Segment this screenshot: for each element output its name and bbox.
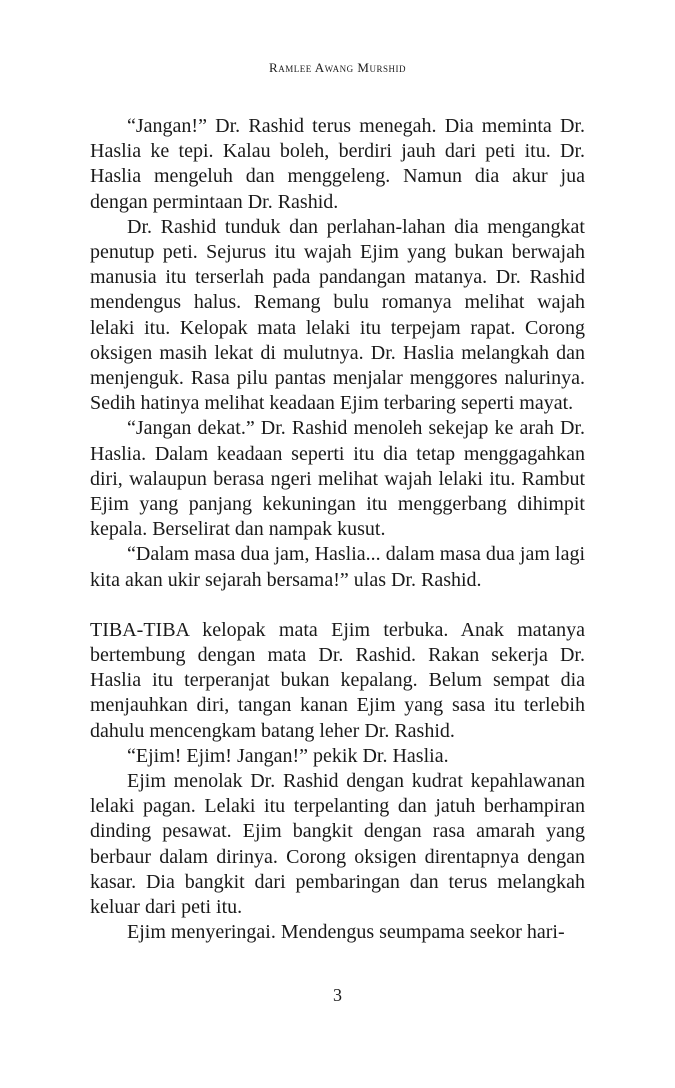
page-number: 3 <box>333 985 342 1005</box>
paragraph: “Ejim! Ejim! Jangan!” pekik Dr. Haslia. <box>127 744 449 767</box>
paragraph: Ejim menyeringai. Mendengus seumpama seekor hari- <box>127 921 565 944</box>
running-header: Ramlee Awang Murshid <box>269 60 406 75</box>
paragraph: “Dalam masa dua jam, Haslia... dalam masa dua jam lagi kita akan ukir sejarah bersama!” ulas Dr. Rashid. <box>90 543 585 591</box>
paragraph: Dr. Rashid tunduk dan perlahan-lahan dia mengangkat penutup peti. Sejurus itu wajah Ejim yang bukan berwajah manusia itu terserlah pada pandangan matanya. Dr. Rashid mendengus halus. Remang bulu romanya melihat wajah lelaki itu. Kelopak mata lelaki itu terpejam rapat. Corong oksigen masih lekat di mulutnya. Dr. Haslia melangkah dan menjenguk. Rasa pilu pantas menjalar menggores nalurinya. Sedih hatinya melihat keadaan Ejim terbaring seperti mayat. <box>90 215 585 415</box>
paragraph: “Jangan dekat.” Dr. Rashid menoleh sekejap ke arah Dr. Haslia. Dalam keadaan seperti itu dia tetap menggagahkan diri, walaupun berasa ngeri melihat wajah lelaki itu. Rambut Ejim yang panjang kekuningan itu menggerbang dihimpit kepala. Berselirat dan nampak kusut. <box>90 417 585 541</box>
paragraph: Ejim menolak Dr. Rashid dengan kudrat kepahlawanan lelaki pagan. Lelaki itu terpelanting dan jatuh berhampiran dinding pesawat. Ejim bangkit dengan rasa amarah yang berbaur dalam dirinya. Corong oksigen direntapnya dengan kasar. Dia bangkit dari pembaringan dan terus melangkah keluar dari peti itu. <box>90 770 585 919</box>
section-break <box>90 593 585 618</box>
paragraph-section-opening: TIBA-TIBA kelopak mata Ejim terbuka. Anak matanya bertembung dengan mata Dr. Rashid. Rakan sekerja Dr. Haslia itu terperanjat bukan kepalang. Belum sempat dia menjauhkan diri, tangan kanan Ejim yang sasa itu terlebih dahulu mencengkam batang leher Dr. Rashid. <box>90 618 585 742</box>
body-text <box>90 114 585 946</box>
paragraph: “Jangan!” Dr. Rashid terus menegah. Dia meminta Dr. Haslia ke tepi. Kalau boleh, berdiri jauh dari peti itu. Dr. Haslia mengeluh dan menggeleng. Namun dia akur jua dengan permintaan Dr. Rashid. <box>90 115 585 213</box>
